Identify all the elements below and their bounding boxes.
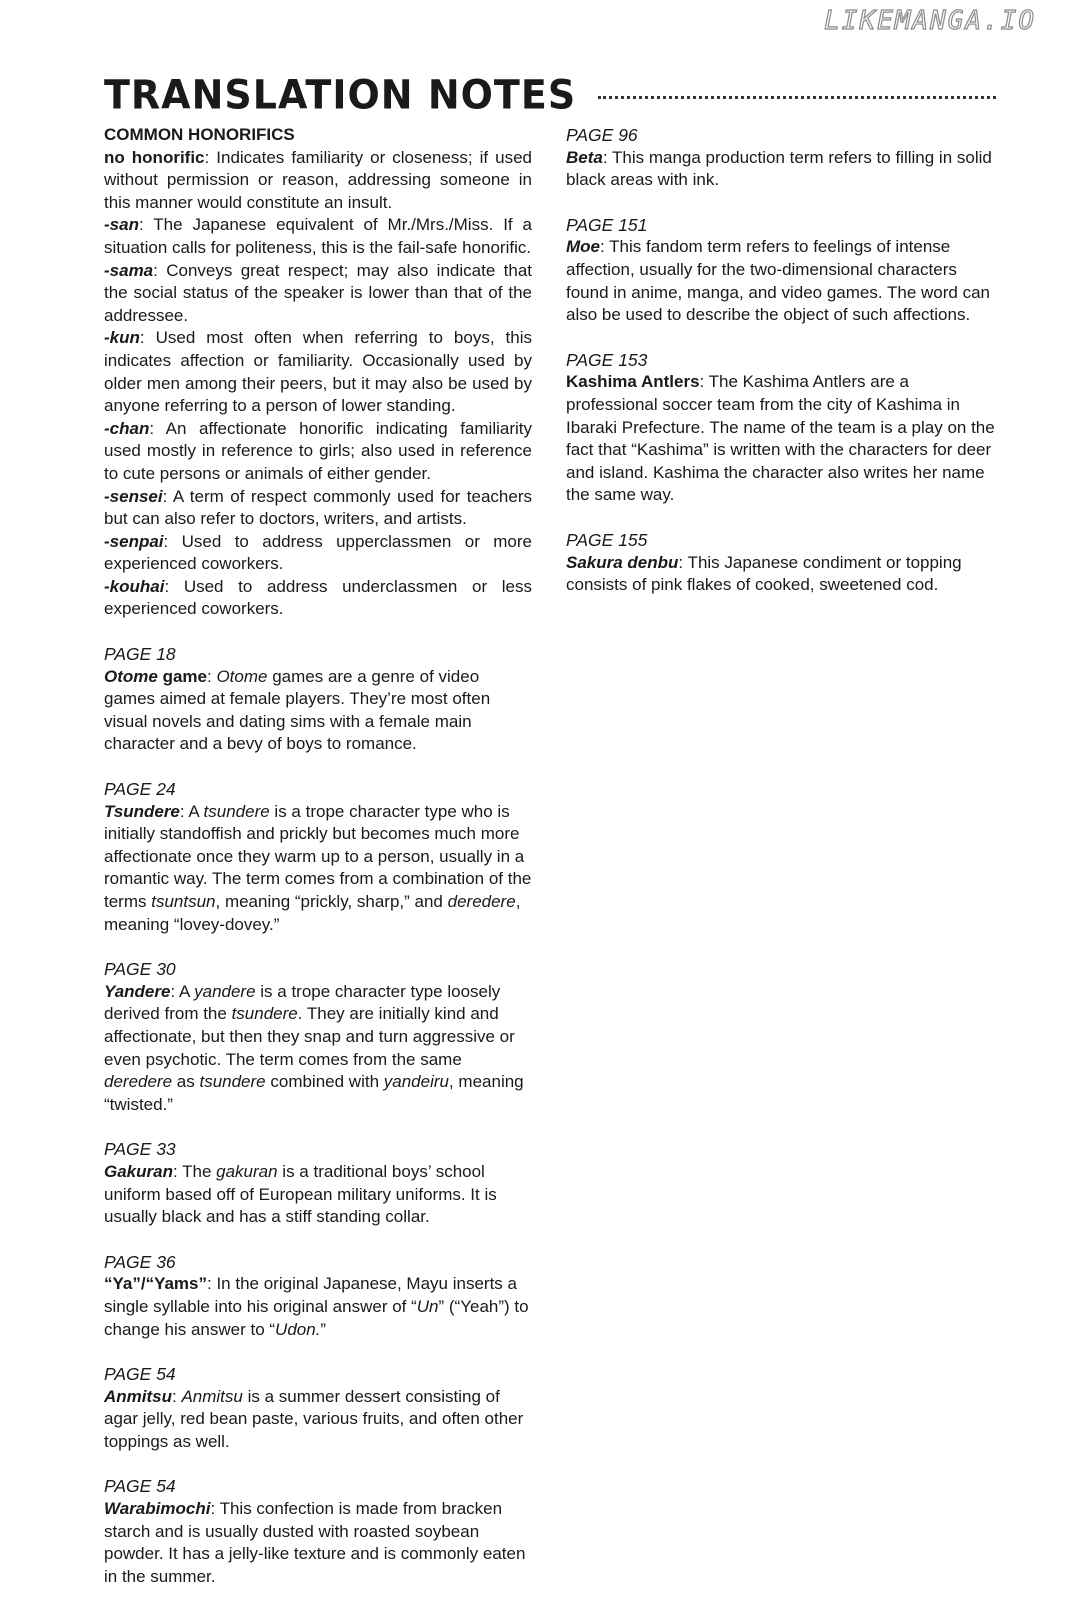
note-fragment: combined with [265,1072,384,1092]
note-fragment: yandere [194,981,256,1001]
honorific-definition: : Used to address upperclassmen or more experienced coworkers. [104,531,532,574]
notes-list-right [566,124,996,597]
note-fragment: , meaning “lovey-dovey.” [104,892,521,934]
note-fragment: is a trope character type loosely derived from the [104,981,501,1024]
page-label: PAGE 151 [566,214,648,235]
note-term: Tsundere [104,801,180,821]
honorific-term: -chan [104,418,150,438]
left-column [104,124,532,1610]
note-fragment: : This manga production term refers to filling in solid black areas with ink. [566,147,992,190]
honorific-entry [104,418,532,486]
honorific-definition: : Used to address underclassmen or less experienced coworkers. [104,576,532,619]
note-fragment: : [206,666,217,686]
honorific-term: -kun [104,328,140,348]
note-term: Sakura denbu [566,552,679,572]
honorifics-heading: COMMON HONORIFICS [104,125,295,144]
honorific-entry [104,327,532,417]
translation-note [566,214,996,327]
note-fragment: ” [320,1319,327,1339]
translation-note [104,1475,532,1588]
honorifics-list [104,147,532,621]
note-fragment: yandeiru [383,1072,449,1092]
title-dotted-rule [598,96,996,99]
note-term: Moe [566,237,600,257]
honorific-entry [104,260,532,328]
note-fragment: games are a genre of video games aimed at female players. They’re most often visual novels and dating sims with a female main character and a bevy of boys to romance. [104,666,491,754]
note-fragment: deredere [104,1072,173,1092]
note-term: Otome [104,666,158,686]
note-text [104,666,532,756]
honorific-entry [104,486,532,531]
note-fragment: : The Kashima Antlers are a professional soccer team from the city of Kashima in Ibaraki Prefecture. The name of the team is a play on the fact that “Kashima” is written with the characters for deer and island. Kashima the character also writes her name the same way. [566,372,995,505]
honorific-definition: : An affectionate honorific indicating familiarity used mostly in reference to girls; also used in reference to cute persons or animals of either gender. [104,418,532,483]
note-fragment: tsundere [203,801,270,821]
honorific-term: no honorific [104,147,205,167]
translation-note [566,529,996,597]
notes-list-left [104,643,532,1588]
honorific-definition: : A term of respect commonly used for teachers but can also refer to doctors, writers, and artists. [104,486,532,529]
page-label: PAGE 54 [104,1364,176,1385]
note-fragment: : This confection is made from bracken starch and is usually dusted with roasted soybean powder. It has a jelly-like texture and is commonly eaten in the summer. [104,1499,526,1586]
note-term: Gakuran [104,1161,173,1181]
note-fragment: , meaning “prickly, sharp,” and [215,892,448,911]
note-fragment: : [172,1386,182,1406]
page-label: PAGE 30 [104,959,176,980]
note-text [104,1386,532,1454]
note-text [104,981,532,1117]
note-fragment: tsundere [199,1072,266,1092]
note-text [566,236,996,326]
honorific-definition: : Indicates familiarity or closeness; if used without permission or reason, addressing someone in this manner would constitute an insult. [104,147,532,212]
note-fragment: : In the original Japanese, Mayu inserts a single syllable into his original answer of “ [104,1274,517,1316]
note-fragment: : The [172,1161,217,1181]
note-term: game [157,666,207,686]
honorific-term: -sama [104,260,154,280]
page-title: TRANSLATION NOTES [104,71,577,119]
site-watermark: LIKEMANGA.IO [824,6,1036,36]
honorific-definition: : Used most often when referring to boys, this indicates affection or familiarity. Occasionally used by older men among their peers, but it may also be used by anyone referring to a person of lower standing. [104,328,532,416]
translation-note [566,349,996,507]
note-text [566,552,996,597]
note-term: Beta [566,147,603,167]
note-fragment: : A [170,981,195,1001]
note-fragment: . They are initially kind and affectionate, but then they snap and turn aggressive or even psychotic. The term comes from the same [104,1004,515,1069]
note-fragment: is a trope character type who is initially standoffish and prickly but becomes much more affectionate once they warm up to a person, usually in a romantic way. The term comes from a combination of the terms [104,801,532,911]
note-term: Anmitsu [104,1386,172,1406]
page-label: PAGE 18 [104,644,176,665]
translation-note [104,643,532,756]
note-term: Warabimochi [104,1499,211,1519]
page-label: PAGE 155 [566,529,648,550]
page-label: PAGE 24 [104,779,176,800]
page-label: PAGE 96 [566,125,638,145]
note-fragment: Un [416,1296,439,1316]
note-fragment: tsundere [231,1004,298,1024]
honorific-term: -san [104,215,139,235]
translation-note [104,778,532,936]
honorific-term: -sensei [104,486,163,506]
note-fragment: : This fandom term refers to feelings of intense affection, usually for the two-dimensional characters found in anime, manga, and video games. The word can also be used to describe the object of such affections. [566,237,991,325]
page-label: PAGE 36 [104,1251,176,1272]
note-text [566,371,996,507]
note-text [104,1161,532,1229]
note-fragment: is a summer dessert consisting of agar jelly, red bean paste, various fruits, and often other toppings as well. [104,1386,524,1451]
translation-note [104,1251,532,1341]
note-text [566,147,996,192]
translation-note [104,1138,532,1228]
honorific-entry [104,147,532,215]
note-text [104,801,532,937]
note-fragment: : This Japanese condiment or topping consists of pink flakes of cooked, sweetened cod. [566,552,962,595]
page-label: PAGE 33 [104,1139,176,1160]
note-fragment: Otome [216,666,268,686]
note-fragment: gakuran [216,1161,278,1181]
note-text [104,1273,532,1341]
title-row [104,70,996,120]
note-fragment: deredere [447,892,516,911]
translation-note [566,124,996,192]
note-text [104,1498,532,1588]
note-fragment: : A [179,801,204,821]
honorific-definition: : Conveys great respect; may also indicate that the social status of the speaker is lower than that of the addressee. [104,260,532,325]
honorific-term: -senpai [104,531,164,551]
note-term: “Ya”/“Yams” [104,1274,208,1294]
note-term: Kashima Antlers [566,372,700,392]
right-column [566,124,996,619]
honorific-entry [104,531,532,576]
honorific-entry [104,576,532,621]
note-fragment: tsuntsun [151,892,216,911]
translation-note [104,958,532,1116]
note-fragment: Udon. [275,1319,321,1339]
note-fragment: is a traditional boys’ school uniform based off of European military uniforms. It is usually black and has a stiff standing collar. [104,1161,497,1227]
translation-note [104,1363,532,1453]
honorifics-section [104,124,532,621]
note-fragment: ” (“Yeah”) to change his answer to “ [104,1296,529,1339]
page-label: PAGE 54 [104,1476,176,1497]
note-fragment: as [172,1072,200,1092]
honorific-entry [104,214,532,259]
note-fragment: Anmitsu [181,1386,243,1406]
note-fragment: , meaning “twisted.” [104,1072,524,1114]
honorific-term: -kouhai [104,576,165,596]
honorific-definition: : The Japanese equivalent of Mr./Mrs./Miss. If a situation calls for politeness, this is the fail-safe honorific. [104,215,532,257]
page-label: PAGE 153 [566,349,648,370]
note-term: Yandere [104,981,171,1001]
